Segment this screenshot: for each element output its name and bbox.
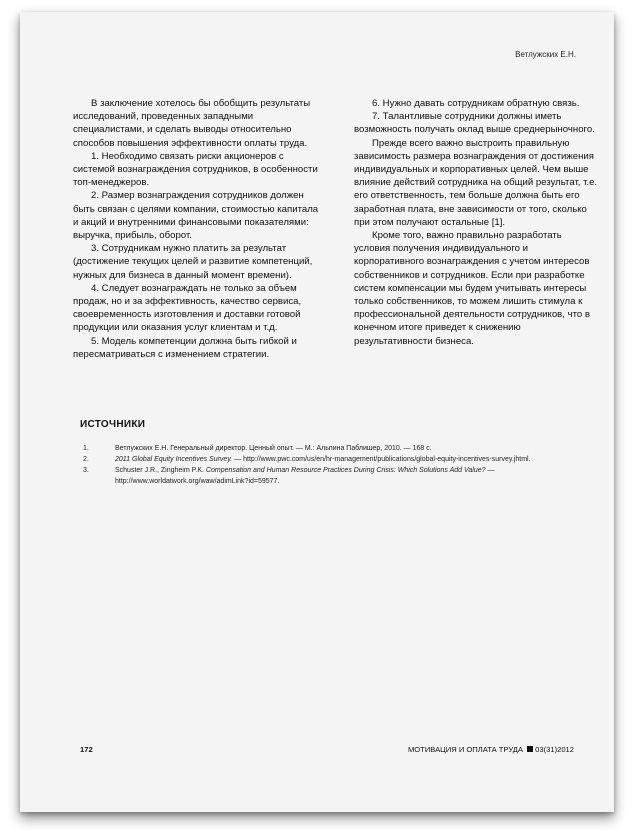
reference-item bbox=[83, 443, 613, 454]
reference-link[interactable]: — http://www.worldatwork.org/waw/adimLink?id=59577. bbox=[115, 467, 495, 485]
paragraph: 7. Талантливые сотрудники должны иметь возможность получать оклад выше среднерыночного. bbox=[354, 111, 595, 136]
reference-authors: Schuster J.R., Zingheim P.K. bbox=[115, 467, 206, 474]
document-page bbox=[20, 12, 614, 812]
issue-number: 03(31)2012 bbox=[535, 745, 574, 754]
paragraph: Кроме того, важно правильно разработать условия получения индивидуального и корпоративного вознаграждения с учетом интересов собственников и сотрудников. Если при разработке систем компенсации мы будем учитывать интересы только собственников, то можем лишить стимула к профессиональной деятельности сотрудников, что в конечном итоге приведет к снижению результативности бизнеса. bbox=[354, 230, 590, 347]
magazine-info bbox=[408, 745, 574, 754]
paragraph: 1. Необходимо связать риски акционеров с системой вознаграждения сотрудников, в особенности топ-менеджеров. bbox=[73, 150, 318, 189]
reference-title: 2011 Global Equity Incentives Survey. bbox=[115, 456, 233, 463]
square-bullet-icon bbox=[527, 746, 533, 752]
reference-title: Compensation and Human Resource Practices During Crisis: Which Solutions Add Value? bbox=[205, 467, 486, 474]
paragraph: 4. Следует вознаграждать не только за объем продаж, но и за эффективность, качество сервиса, своевременность изготовления и доставки готовой продукции или оказания услуг клиентам и т.д. bbox=[73, 282, 302, 334]
sources-heading: ИСТОЧНИКИ bbox=[80, 419, 146, 430]
reference-list bbox=[83, 443, 613, 487]
running-head: Ветлужских Е.Н. bbox=[515, 50, 576, 59]
paragraph: 2. Размер вознаграждения сотрудников должен быть связан с целями компании, стоимостью капитала и акций и внутренними финансовыми показателями: выручка, прибыль, оборот. bbox=[73, 190, 319, 242]
paragraph: 3. Сотрудникам нужно платить за результат (достижение текущих целей и развитие компетенций, нужных для бизнеса в данный момент времени). bbox=[73, 243, 313, 281]
reference-link[interactable]: — http://www.pwc.com/us/en/hr-management/publications/global-equity-incentives-survey.jhtml. bbox=[232, 456, 531, 463]
right-column bbox=[354, 97, 600, 348]
paragraph: Прежде всего важно выстроить правильную зависимость размера вознаграждения от достижения индивидуальных и корпоративных целей. Чем выше влияние действий сотрудника на общий результат, т.е. его ответственность, тем больше должна быть его заработная плата, вне зависимости от того, сколько при этом получают остальные [1]. bbox=[354, 137, 598, 228]
reference-text: Ветлужских Е.Н. Генеральный директор. Ценный опыт. — М.: Альпина Паблишер, 2010. — 168 с. bbox=[115, 445, 432, 452]
paragraph: 6. Нужно давать сотрудникам обратную связь. bbox=[372, 98, 580, 109]
reference-number: 3. bbox=[83, 467, 89, 474]
left-column bbox=[73, 97, 319, 361]
reference-number: 2. bbox=[83, 456, 89, 463]
reference-number: 1. bbox=[83, 445, 89, 452]
magazine-title: МОТИВАЦИЯ И ОПЛАТА ТРУДА bbox=[407, 745, 524, 754]
reference-item bbox=[83, 465, 613, 487]
reference-item bbox=[83, 454, 613, 465]
paragraph: 5. Модель компетенции должна быть гибкой и пересматриваться с изменением стратегии. bbox=[73, 335, 297, 360]
page-number: 172 bbox=[80, 745, 93, 754]
paragraph: В заключение хотелось бы обобщить результаты исследований, проведенных западными специалистами, и сделать выводы относительно способов повышения эффективности оплаты труда. bbox=[73, 98, 311, 149]
